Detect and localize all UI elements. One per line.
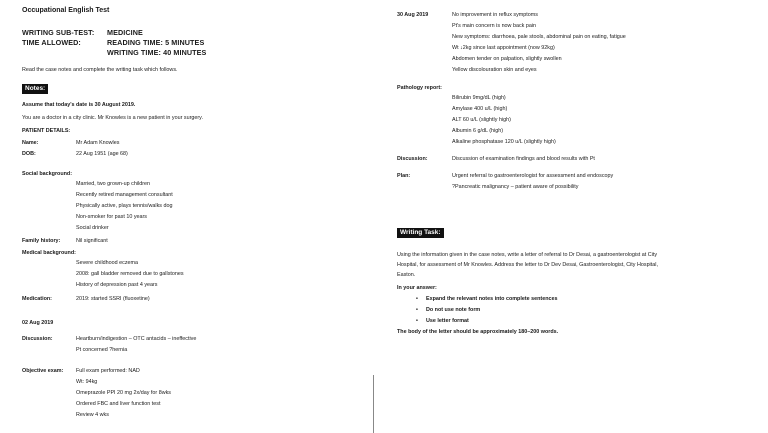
date-heading-aug30: 30 Aug 2019 [397,12,429,18]
family-history-value: Nil significant [76,238,108,244]
list-item: Albumin 6 g/dL (high) [452,128,504,134]
list-item: Heartburn/indigestion – OTC antacids – ineffective [76,336,197,342]
list-item: Severe childhood eczema [76,260,139,266]
list-item: Urgent referral to gastroenterologist for assessment and endoscopy [452,173,614,179]
subtest-value: MEDICINE [107,28,143,37]
medication-label: Medication: [22,296,52,302]
list-item: Review 4 wks [76,412,109,418]
discussion2-label: Discussion: [397,156,428,162]
writing-task-heading: Writing Task: [397,228,444,238]
list-item: ALT 60 u/L (slightly high) [452,117,511,123]
dob-label: DOB: [22,151,36,157]
answer-label: In your answer: [397,285,437,291]
list-item: Full exam performed: NAD [76,368,140,374]
writing-time: WRITING TIME: 40 MINUTES [107,48,207,57]
task-bullet: • Expand the relevant notes into complete sentences [426,296,558,303]
list-item: Pt concerned ?hernia [76,347,128,353]
notes-heading: Notes: [22,84,48,94]
list-item: Yellow discolouration skin and eyes [452,67,537,73]
list-item: Alkaline phosphatase 120 u/L (slightly high) [452,139,556,145]
list-item: 2008: gall bladder removed due to gallstones [76,271,184,277]
list-item: Married, two grown-up children [76,181,151,187]
task-paragraph-line: Hospital, for assessment of Mr Knowles. Address the letter to Dr Dev Desai, Gastroenterologist, City Hospital, [397,262,658,268]
name-label: Name: [22,140,39,146]
list-item: Physically active, plays tennis/walks dog [76,203,173,209]
list-item: History of depression past 4 years [76,282,158,288]
test-title: Occupational English Test [22,7,110,14]
list-item: Recently retired management consultant [76,192,173,198]
name-value: Mr Adam Knowles [76,140,120,146]
list-item: No improvement in reflux symptoms [452,12,538,18]
list-item: Social drinker [76,225,109,231]
medical-background-label: Medical background: [22,250,76,256]
list-item: New symptoms: diarrhoea, pale stools, abdominal pain on eating, fatigue [452,34,626,40]
list-item: Ordered FBC and liver function test [76,401,161,407]
plan-label: Plan: [397,173,411,179]
task-paragraph-line: Using the information given in the case notes, write a letter of referral to Dr Desai, a gastroenterologist at City [397,252,658,258]
list-item: Abdomen tender on palpation, slightly swollen [452,56,562,62]
discussion-label: Discussion: [22,336,53,342]
list-item: Bilirubin 9mg/dL (high) [452,95,506,101]
instructions: Read the case notes and complete the writing task which follows. [22,67,178,73]
dob-value: 22 Aug 1951 (age 68) [76,151,128,157]
subtest-label: WRITING SUB-TEST: [22,28,95,37]
list-item: ?Pancreatic malignancy – patient aware of possibility [452,184,579,190]
social-background-label: Social background: [22,171,73,177]
patient-details-label: PATIENT DETAILS: [22,128,71,134]
assume-date: Assume that today's date is 30 August 2019. [22,102,136,108]
reading-time: READING TIME: 5 MINUTES [107,38,205,47]
list-item: Omeprazole PPI 20 mg 2x/day for 8wks [76,390,171,396]
list-item: Pt's main concern is now back pain [452,23,537,29]
family-history-label: Family history: [22,238,61,244]
task-bullet: • Do not use note form [426,307,480,314]
list-item: Wt ↓2kg since last appointment (now 92kg) [452,45,555,51]
list-item: Non-smoker for past 10 years [76,214,148,220]
right-page [384,0,768,433]
discussion2-value: Discussion of examination findings and blood results with Pt [452,156,595,162]
page-divider [373,375,374,433]
time-allowed-label: TIME ALLOWED: [22,38,81,47]
medication-value: 2019: started SSRI (fluoxetine) [76,296,150,302]
task-paragraph-line: Easton. [397,272,416,278]
objective-exam-label: Objective exam: [22,368,64,374]
list-item: Amylase 400 u/L (high) [452,106,508,112]
word-count-note: The body of the letter should be approximately 180–200 words. [397,329,559,335]
intro-text: You are a doctor in a city clinic. Mr Knowles is a new patient in your surgery. [22,115,203,121]
task-bullet: • Use letter format [426,318,469,325]
date-heading-aug02: 02 Aug 2019 [22,320,54,326]
pathology-label: Pathology report: [397,85,442,91]
list-item: Wt: 94kg [76,379,98,385]
